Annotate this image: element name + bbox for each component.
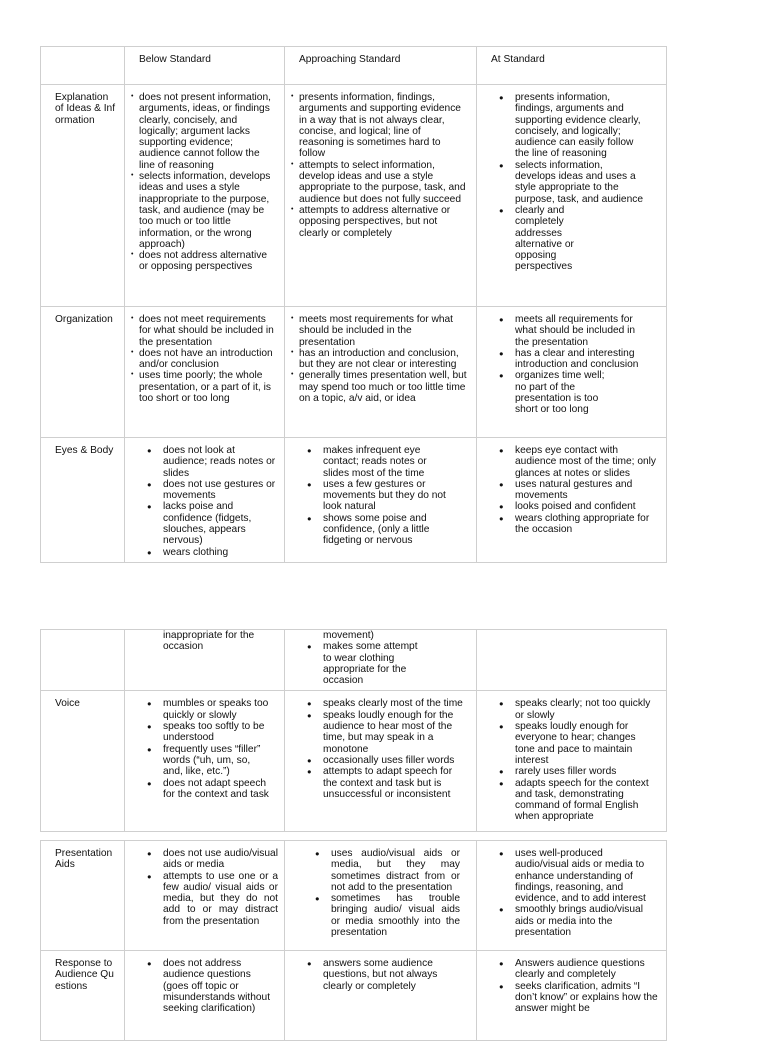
cell-at xyxy=(477,691,667,832)
list-item: ● rarely uses filler words xyxy=(497,766,658,777)
list-item: ● does not use audio/visual aids or media xyxy=(145,848,278,871)
list-item: ● seeks clarification, admits “I don’t know” or explains how the answer might be xyxy=(497,981,658,1015)
list-item: • does not have an introduction and/or conclusion xyxy=(131,348,276,371)
list-item: • does not meet requirements for what should be included in the presentation xyxy=(131,314,276,348)
cell-below xyxy=(125,630,285,691)
rubric-table-1 xyxy=(40,46,667,563)
list-item: ● Answers audience questions clearly and completely xyxy=(497,958,658,981)
criteria-list xyxy=(305,698,468,800)
list-item: ● presents information, findings, arguments and supporting evidence clearly, concisely, and logically; audience can easily follow the line of reasoning xyxy=(497,92,646,160)
criteria-list xyxy=(497,445,658,535)
row-label: Voice xyxy=(41,691,125,832)
criteria-list xyxy=(497,698,658,822)
list-item: ● lacks poise and confidence (fidgets, slouches, appears nervous) xyxy=(145,501,276,546)
cell-at xyxy=(477,438,667,563)
header-approaching-standard: Approaching Standard xyxy=(285,47,477,85)
cell-below xyxy=(125,691,285,832)
list-item: ● keeps eye contact with audience most of the time; only glances at notes or slides xyxy=(497,445,658,479)
table-row xyxy=(41,85,667,307)
header-below-standard: Below Standard xyxy=(125,47,285,85)
criteria-list xyxy=(291,92,468,239)
list-item: ● meets all requirements for what should be included in the presentation xyxy=(497,314,646,348)
table-row xyxy=(41,691,667,832)
cell-at xyxy=(477,307,667,438)
criteria-list xyxy=(131,314,276,404)
header-at-standard: At Standard xyxy=(477,47,667,85)
header-blank xyxy=(41,47,125,85)
row-label-empty xyxy=(41,630,125,691)
list-item: • does not present information, arguments, ideas, or findings clearly, concisely, and logically; argument lacks supporting evidence; audience cannot follow the line of reasoning xyxy=(131,92,276,171)
list-item: ● does not adapt speech for the context and task xyxy=(145,778,270,801)
table-row xyxy=(41,438,667,563)
rubric-table-3 xyxy=(40,840,667,1041)
list-item: ● answers some audience questions, but not always clearly or completely xyxy=(305,958,440,992)
list-item: • meets most requirements for what should be included in the presentation xyxy=(291,314,468,348)
cell-at xyxy=(477,951,667,1041)
row-label: Presentation Aids xyxy=(41,841,125,951)
list-item: • uses time poorly; the whole presentation, or a part of it, is too short or too long xyxy=(131,370,276,404)
cell-below xyxy=(125,438,285,563)
cell-below xyxy=(125,307,285,438)
cell-below xyxy=(125,85,285,307)
list-item: ● speaks too softly to be understood xyxy=(145,721,270,744)
row-label: Explanation of Ideas & Information xyxy=(41,85,125,307)
rubric-table-2 xyxy=(40,629,667,832)
list-item: ● makes some attempt to wear clothing appropriate for the occasion xyxy=(305,641,418,686)
list-item: • does not address alternative or opposing perspectives xyxy=(131,250,276,273)
list-item: ● does not look at audience; reads notes or slides xyxy=(145,445,276,479)
list-item: ● mumbles or speaks too quickly or slowly xyxy=(145,698,270,721)
criteria-list xyxy=(305,958,440,992)
cell-at xyxy=(477,630,667,691)
list-item: ● smoothly brings audio/visual aids or media into the presentation xyxy=(497,904,658,938)
criteria-list xyxy=(313,848,460,938)
list-item: ● uses audio/visual aids or media, but they may sometimes distract from or not add to the presentation xyxy=(313,848,460,893)
list-item: • presents information, findings, arguments and supporting evidence in a way that is not always clear, concise, and logical; line of reasoning is sometimes hard to follow xyxy=(291,92,468,160)
criteria-list xyxy=(497,848,658,938)
cell-below xyxy=(125,951,285,1041)
cell-approaching xyxy=(285,307,477,438)
criteria-list xyxy=(291,314,468,404)
cell-approaching xyxy=(285,630,477,691)
cell-approaching xyxy=(285,85,477,307)
list-item: ● speaks clearly; not too quickly or slowly xyxy=(497,698,658,721)
list-item: • selects information, develops ideas and uses a style inappropriate to the purpose, task, and audience (may be too much or too little information, or the wrong approach) xyxy=(131,171,276,250)
cell-at xyxy=(477,841,667,951)
table-row xyxy=(41,630,667,691)
list-item: ● clearly and completely addresses alternative or opposing perspectives xyxy=(497,205,646,273)
list-item: ● occasionally uses filler words xyxy=(305,755,468,766)
list-item: ● shows some poise and confidence, (only a little fidgeting or nervous xyxy=(305,513,448,547)
cell-approaching xyxy=(285,841,477,951)
list-item: ● uses well-produced audio/visual aids or media to enhance understanding of findings, reasoning, and evidence, and to add interest xyxy=(497,848,658,904)
list-item: • attempts to select information, develop ideas and use a style appropriate to the purpose, task, and audience but does not fully succeed xyxy=(291,160,468,205)
list-item: ● attempts to use one or a few audio/ visual aids or media, but they do not add to or may distract from the presentation xyxy=(145,871,278,927)
cell-below xyxy=(125,841,285,951)
list-item: ● wears clothing appropriate for the occasion xyxy=(497,513,658,536)
list-item: ● wears clothing xyxy=(145,547,276,558)
criteria-list xyxy=(497,958,658,1014)
list-item: ● attempts to adapt speech for the context and task but is unsuccessful or inconsistent xyxy=(305,766,468,800)
list-item: ● selects information, develops ideas and uses a style appropriate to the purpose, task, and audience xyxy=(497,160,646,205)
list-item: ● uses natural gestures and movements xyxy=(497,479,658,502)
criteria-list xyxy=(145,958,278,1014)
list-item: ● adapts speech for the context and task, demonstrating command of formal English when appropriate xyxy=(497,778,658,823)
list-item: ● sometimes has trouble bringing audio/ visual aids or media smoothly into the presentation xyxy=(313,893,460,938)
criteria-list xyxy=(497,92,646,273)
list-item: ● speaks clearly most of the time xyxy=(305,698,468,709)
table-row xyxy=(41,307,667,438)
row-label: Eyes & Body xyxy=(41,438,125,563)
list-item: ● does not use gestures or movements xyxy=(145,479,276,502)
row-label: Response to Audience Questions xyxy=(41,951,125,1041)
list-item: ● organizes time well; no part of the presentation is too short or too long xyxy=(497,370,646,415)
cell-approaching xyxy=(285,951,477,1041)
list-item: ● uses a few gestures or movements but they do not look natural xyxy=(305,479,448,513)
criteria-list xyxy=(497,314,646,416)
header-row xyxy=(41,47,667,85)
row-label: Organization xyxy=(41,307,125,438)
criteria-list xyxy=(145,698,270,800)
list-item: ● frequently uses “filler” words (“uh, um, so, and, like, etc.”) xyxy=(145,744,270,778)
cell-approaching xyxy=(285,691,477,832)
list-item: ● does not address audience questions (goes off topic or misunderstands without seeking clarification) xyxy=(145,958,278,1014)
list-item: ● looks poised and confident xyxy=(497,501,658,512)
cell-approaching xyxy=(285,438,477,563)
table-row xyxy=(41,841,667,951)
criteria-list xyxy=(305,641,468,686)
list-item: ● speaks loudly enough for everyone to hear; changes tone and pace to maintain interest xyxy=(497,721,658,766)
criteria-list xyxy=(131,92,276,273)
list-item: • has an introduction and conclusion, but they are not clear or interesting xyxy=(291,348,468,371)
criteria-list xyxy=(145,445,276,558)
list-item: ● has a clear and interesting introduction and conclusion xyxy=(497,348,646,371)
table-row xyxy=(41,951,667,1041)
cell-at xyxy=(477,85,667,307)
criteria-list xyxy=(305,445,448,547)
continued-text: movement) xyxy=(323,630,374,641)
list-item: ● speaks loudly enough for the audience to hear most of the time, but may speak in a monotone xyxy=(305,710,468,755)
criteria-list xyxy=(145,848,278,927)
list-item: • attempts to address alternative or opposing perspectives, but not clearly or completely xyxy=(291,205,468,239)
list-item: ● makes infrequent eye contact; reads notes or slides most of the time xyxy=(305,445,448,479)
list-item: • generally times presentation well, but may spend too much or too little time on a topic, a/v aid, or idea xyxy=(291,370,468,404)
continued-text: inappropriate for the occasion xyxy=(163,630,255,653)
